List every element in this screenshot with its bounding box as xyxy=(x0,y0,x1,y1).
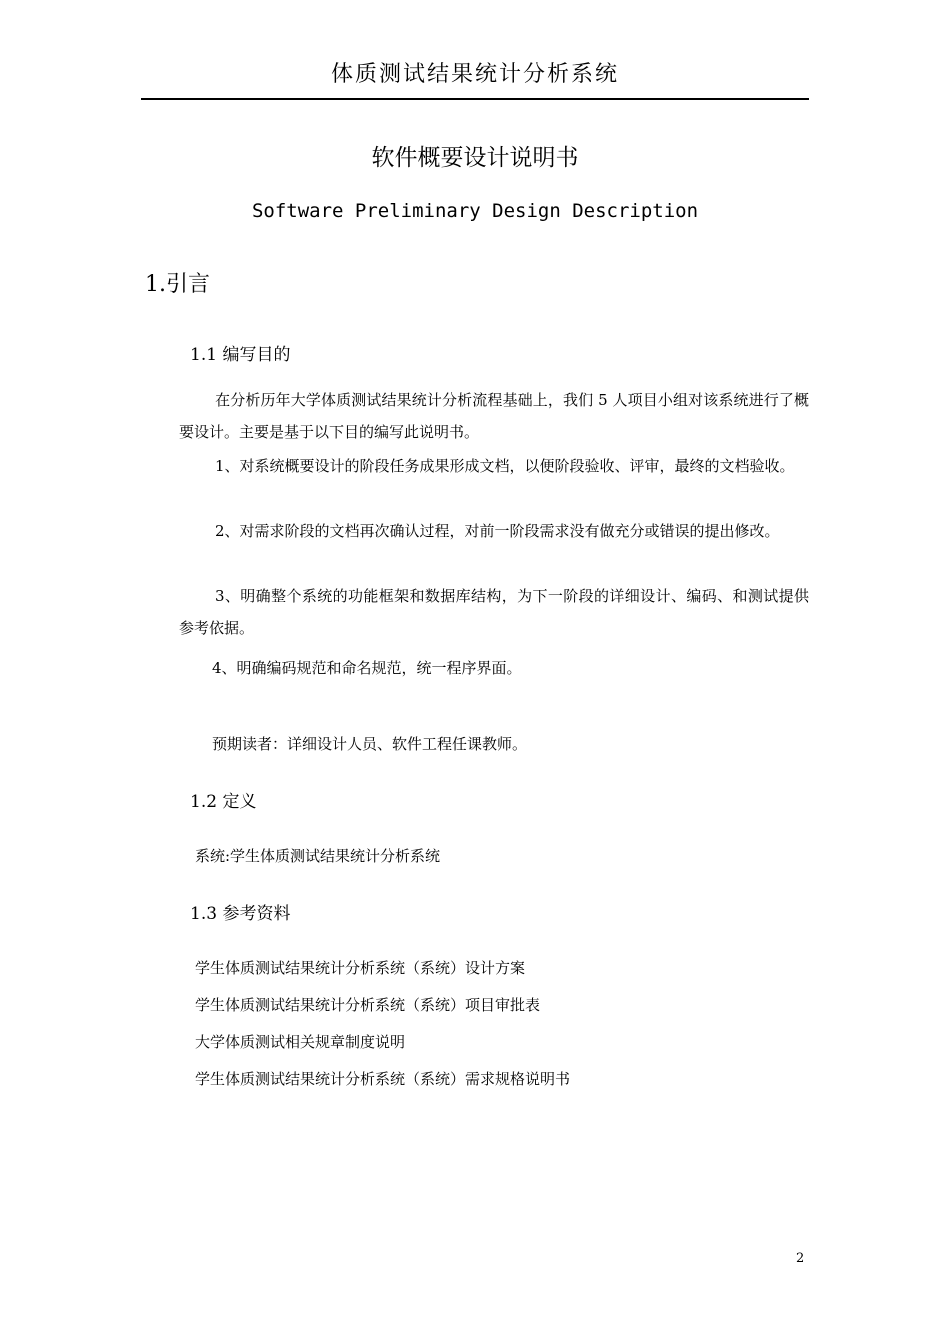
purpose-intro-paragraph xyxy=(179,384,809,448)
reference-item: 学生体质测试结果统计分析系统（系统）设计方案 xyxy=(195,959,526,977)
subsection-heading-references: 1.3 参考资料 xyxy=(190,904,291,924)
purpose-item-1-text: 1、对系统概要设计的阶段任务成果形成文档，以便阶段验收、评审，最终的文档验收。 xyxy=(215,457,795,475)
page-number: 2 xyxy=(796,1251,805,1266)
section-heading-introduction: 1.引言 xyxy=(145,272,210,297)
purpose-item-1 xyxy=(179,450,809,482)
header-rule xyxy=(141,98,809,100)
purpose-item-3 xyxy=(179,580,809,644)
purpose-item-3-text: 3、明确整个系统的功能框架和数据库结构，为下一阶段的详细设计、编码、和测试提供参考依据。 xyxy=(179,587,809,637)
reference-item: 大学体质测试相关规章制度说明 xyxy=(195,1033,406,1051)
expected-readers xyxy=(212,728,812,760)
reference-item: 学生体质测试结果统计分析系统（系统）需求规格说明书 xyxy=(195,1070,571,1088)
expected-readers-text: 预期读者：详细设计人员、软件工程任课教师。 xyxy=(212,735,528,753)
purpose-intro-text: 在分析历年大学体质测试结果统计分析流程基础上，我们 5 人项目小组对该系统进行了概要设计。主要是基于以下目的编写此说明书。 xyxy=(179,391,809,441)
purpose-item-2-text: 2、对需求阶段的文档再次确认过程，对前一阶段需求没有做充分或错误的提出修改。 xyxy=(215,522,780,540)
subsection-heading-purpose: 1.1 编写目的 xyxy=(190,345,291,365)
running-header: 体质测试结果统计分析系统 xyxy=(330,62,619,87)
purpose-item-4-text: 4、明确编码规范和命名规范，统一程序界面。 xyxy=(212,659,522,677)
document-subtitle: Software Preliminary Design Description xyxy=(251,200,699,222)
purpose-item-4 xyxy=(212,652,812,684)
reference-item: 学生体质测试结果统计分析系统（系统）项目审批表 xyxy=(195,996,541,1014)
definition-text: 系统:学生体质测试结果统计分析系统 xyxy=(195,847,441,865)
document-title: 软件概要设计说明书 xyxy=(371,145,579,171)
purpose-item-2 xyxy=(179,515,809,547)
subsection-heading-definition: 1.2 定义 xyxy=(190,792,257,812)
